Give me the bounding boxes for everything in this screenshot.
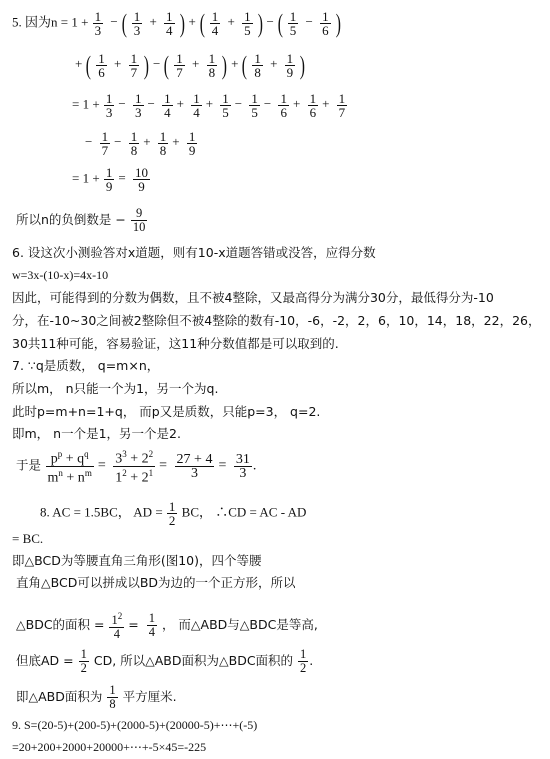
p8-line3: 即△BCD为等腰直角三角形(图10)，四个等腰 [12, 553, 262, 568]
p8-line7: 即△ABD面积为 $\frac{1}{8}$ 平方厘米. [16, 683, 177, 711]
p8-line4: 直角△BCD可以拼成以BD为边的一个正方形，所以 [16, 575, 296, 590]
p7-line3: 此时p=m+n=1+q， 而p又是质数，只能p=3， q=2. [12, 404, 321, 419]
p7-formula: 于是 $\frac{p^p + q^q}{m^n + n^m}$ = $\frac{3^3 + 2^2}{1^2 + 2^1}$ = $\frac{27 + 4}{3}$ = $\frac{31}{3}$ . [16, 449, 257, 486]
p9-line1: 9. S=(20-5)+(200-5)+(2000-5)+(20000-5)+⋯+(-5) [12, 718, 258, 732]
p6-line5: 30共11种可能，容易验证，这11种分数值都是可以取到的. [12, 336, 339, 351]
p6-line1: 6. 设这次小测验答对x道题，则有10-x道题答错或没答，应得分数 [12, 245, 376, 260]
p7-line4: 即m， n一个是1，另一个是2. [12, 426, 181, 441]
p5-line5: = 1 + $\frac{1}{9}$ = $\frac{10}{9}$ [72, 165, 149, 194]
p7-line2: 所以m， n只能一个为1，另一个为q. [12, 381, 219, 396]
p6-line4: 分，在-10~30之间被2整除但不被4整除的数有-10，-6，-2，2，6，10，14，18，22，26， [12, 313, 541, 328]
p9-line2: =20+200+2000+20000+⋯+-5×45=-225 [12, 740, 207, 754]
p6-line2: w=3x-(10-x)=4x-10 [12, 268, 109, 282]
p8-line6: 但底AD = $\frac{1}{2}$ CD, 所以△ABD面积为△BDC面积的 $\frac{1}{2}$ . [16, 647, 314, 675]
p5-conclusion: 所以n的负倒数是 − $\frac{9}{10}$ [16, 206, 146, 234]
p8-line5: △BDC的面积 = $\frac{1^2}{4}$ = $\frac{1}{4}$ ， 而△ABD与△BDC是等高, [16, 611, 318, 642]
p5-line1: 5. 因为n = 1 + $\frac{1}{3}$ − ( $\frac{1}{3}$ + $\frac{1}{4}$ ) + ( $\frac{1}{4}$ + $\frac{1}{5}$ ) − ( $\frac{1}{5}$ − $\frac{1}{6}$ ) [12, 8, 341, 38]
p8-line2: = BC. [12, 531, 44, 546]
p8-line1: 8. AC = 1.5BC， AD = $\frac{1}{2}$ BC， ∴CD = AC - AD [40, 499, 307, 528]
p6-line3: 因此，可能得到的分数为偶数，且不被4整除，又最高得分为满分30分，最低得分为-10 [12, 290, 494, 305]
p5-label: 5. 因为n = 1 + [12, 14, 89, 30]
p5-line2: + ( $\frac{1}{6}$ + $\frac{1}{7}$ ) − ( $\frac{1}{7}$ + $\frac{1}{8}$ ) + ( $\frac{1}{8}$ + $\frac{1}{9}$ ) [75, 50, 306, 80]
p7-line1: 7. ∵q是质数， q=m×n， [12, 358, 160, 373]
p5-line4: − $\frac{1}{7}$ − $\frac{1}{8}$ + $\frac{1}{8}$ + $\frac{1}{9}$ [85, 129, 196, 158]
p5-line3: = 1 + $\frac{1}{3}$ − $\frac{1}{3}$ − $\frac{1}{4}$ + $\frac{1}{4}$ + $\frac{1}{5}$ − $\frac{1}{5}$ − $\frac{1}{6}$ + $\frac{1}{6}$ + $\frac{1}{7}$ [72, 91, 346, 120]
